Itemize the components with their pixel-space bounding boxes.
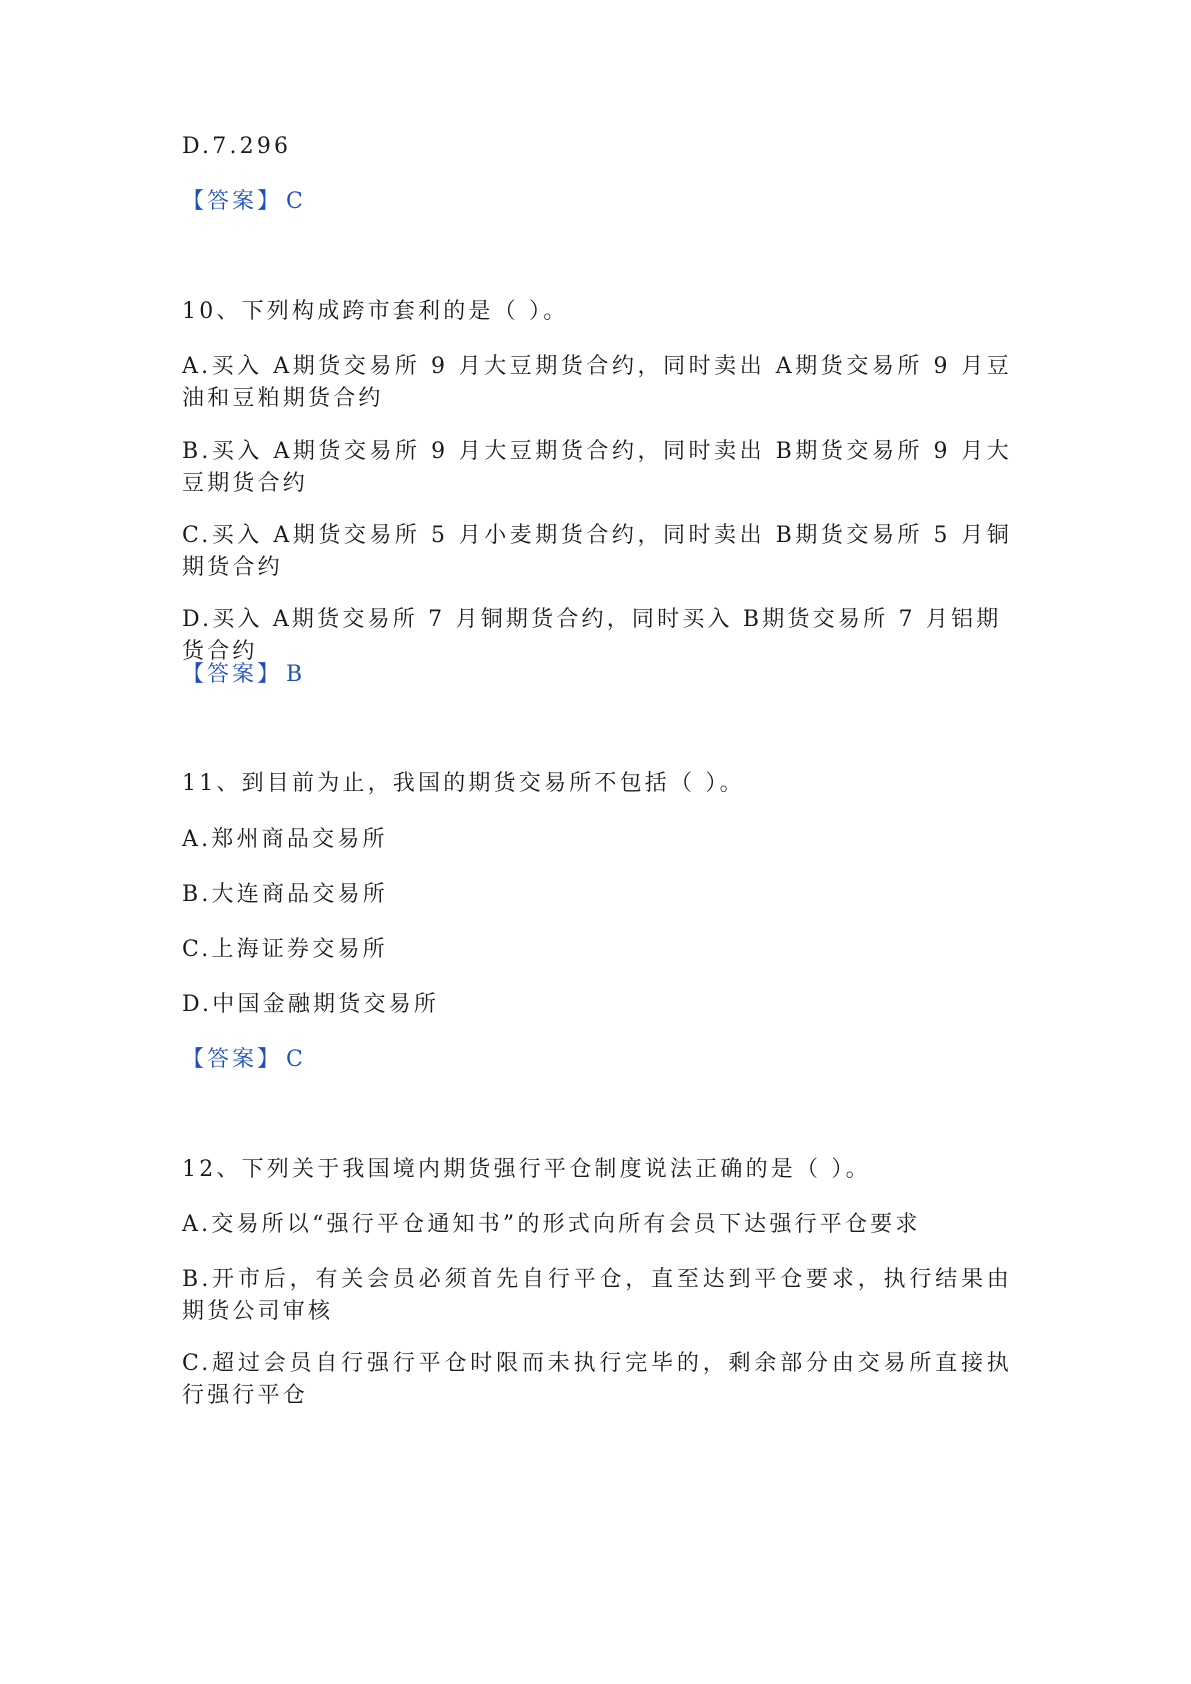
q10-option-b: B.买入 A期货交易所 9 月大豆期货合约，同时卖出 B期货交易所 9 月大豆期货合约 xyxy=(182,439,1012,496)
answer-q9 xyxy=(182,186,306,218)
question-10: 10、下列构成跨市套利的是（ ）。 xyxy=(182,299,569,324)
q12-option-c: C.超过会员自行强行平仓时限而未执行完毕的，剩余部分由交易所直接执行强行平仓 xyxy=(182,1351,1012,1408)
q11-option-a: A.郑州商品交易所 xyxy=(182,827,388,852)
answer-value: C xyxy=(286,189,306,214)
answer-tag: 【答案】 xyxy=(182,1047,283,1072)
q12-option-b: B.开市后，有关会员必须首先自行平仓，直至达到平仓要求，执行结果由期货公司审核 xyxy=(182,1267,1012,1324)
answer-value: B xyxy=(286,662,306,687)
answer-value: C xyxy=(286,1047,306,1072)
question-12: 12、下列关于我国境内期货强行平仓制度说法正确的是（ ）。 xyxy=(182,1157,871,1182)
answer-q11 xyxy=(182,1044,306,1076)
answer-q10 xyxy=(182,659,305,691)
q10-option-a: A.买入 A期货交易所 9 月大豆期货合约，同时卖出 A期货交易所 9 月豆油和豆粕期货合约 xyxy=(182,354,1012,411)
q11-option-b: B.大连商品交易所 xyxy=(182,882,388,907)
q10-option-d: D.买入 A期货交易所 7 月铜期货合约，同时买入 B期货交易所 7 月铝期货合约 xyxy=(182,607,1002,664)
q10-option-c: C.买入 A期货交易所 5 月小麦期货合约，同时卖出 B期货交易所 5 月铜期货合约 xyxy=(182,523,1012,580)
question-11: 11、到目前为止，我国的期货交易所不包括（ ）。 xyxy=(182,771,745,796)
answer-tag: 【答案】 xyxy=(182,189,283,214)
option-d-prev: D.7.296 xyxy=(182,134,292,159)
q11-option-c: C.上海证券交易所 xyxy=(182,937,388,962)
q11-option-d: D.中国金融期货交易所 xyxy=(182,992,440,1017)
q12-option-a: A.交易所以“强行平仓通知书”的形式向所有会员下达强行平仓要求 xyxy=(182,1212,921,1237)
answer-tag: 【答案】 xyxy=(182,662,283,687)
